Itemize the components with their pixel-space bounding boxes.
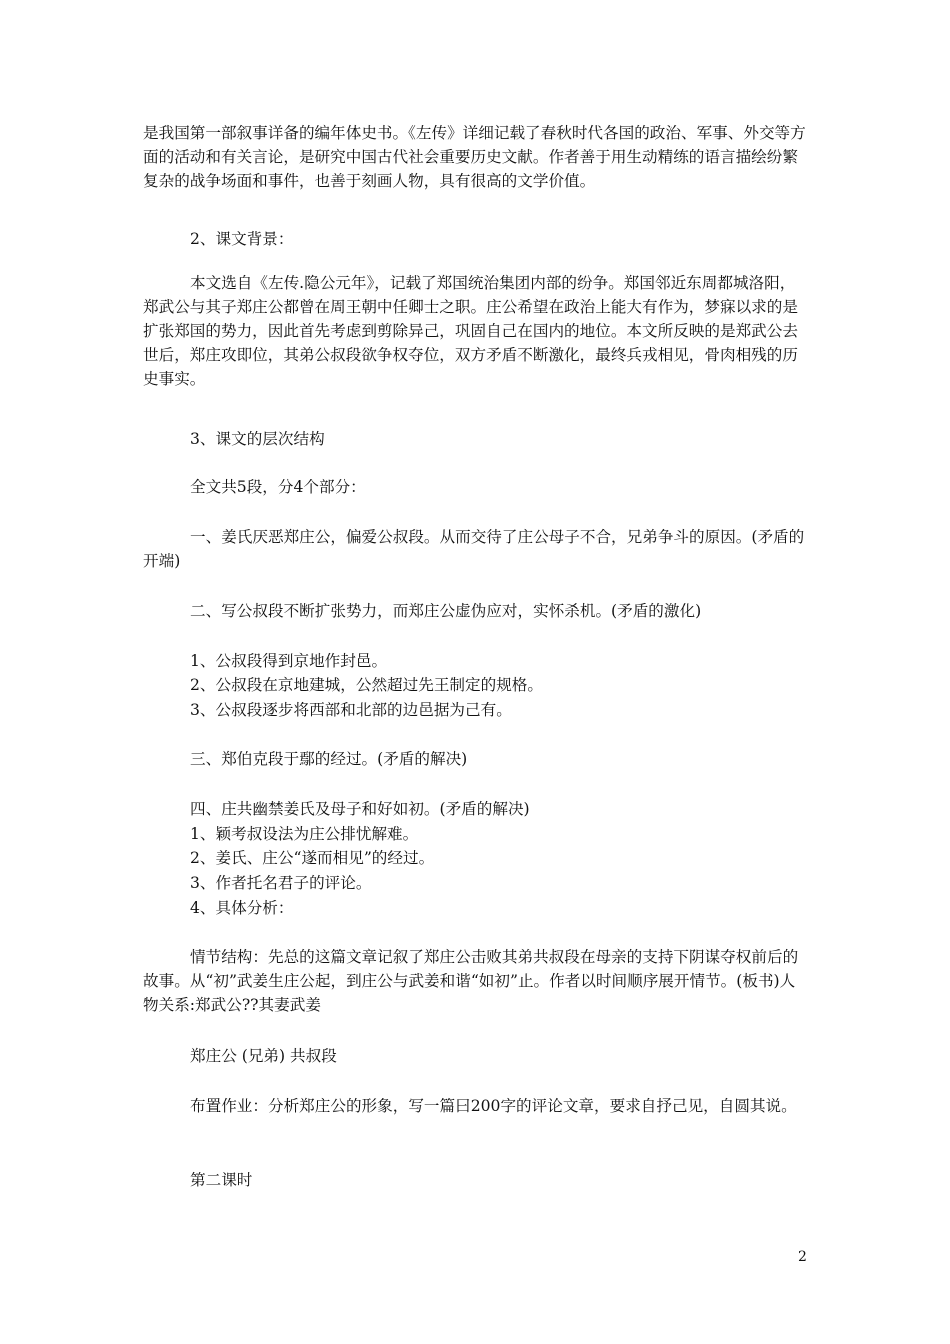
paragraph-relationship: 郑庄公 (兄弟) 共叔段 — [190, 1047, 337, 1065]
page-number: 2 — [798, 1249, 807, 1265]
paragraph-intro: 是我国第一部叙事详备的编年体史书。《左传》详细记载了春秋时代各国的政治、军事、外交等方面的活动和有关言论，是研究中国古代社会重要历史文献。作者善于用生动精练的语言描绘纷繁复杂的战争场面和事件，也善于刻画人物，具有很高的文学价值。 — [143, 124, 806, 190]
paragraph-part-four: 四、庄共幽禁姜氏及母子和好如初。(矛盾的解决) — [190, 800, 530, 818]
heading-structure: 3、课文的层次结构 — [190, 430, 325, 448]
list-item: 3、作者托名君子的评论。 — [190, 874, 372, 892]
heading-background: 2、课文背景： — [190, 230, 294, 248]
paragraph-background: 本文选自《左传.隐公元年》，记载了郑国统治集团内部的纷争。郑国邻近东周都城洛阳，郑武公与其子郑庄公都曾在周王朝中任卿士之职。庄公希望在政治上能大有作为，梦寐以求的是扩张郑国的势力，因此首先考虑到剪除异己，巩固自己在国内的地位。本文所反映的是郑武公去世后，郑庄攻即位，其弟公叔段欲争权夺位，双方矛盾不断激化，最终兵戎相见，骨肉相残的历史事实。 — [143, 274, 798, 388]
paragraph-summary: 全文共5段，分4个部分： — [190, 478, 366, 496]
list-item: 4、具体分析： — [190, 899, 294, 917]
list-item: 3、公叔段逐步将西部和北部的边邑据为己有。 — [190, 701, 512, 719]
list-item: 2、姜氏、庄公“遂而相见”的经过。 — [190, 849, 435, 867]
paragraph-plot-structure: 情节结构：先总的这篇文章记叙了郑庄公击败其弟共叔段在母亲的支持下阴谋夺权前后的故事。从“初”武姜生庄公起，到庄公与武姜和谐“如初”止。作者以时间顺序展开情节。(板书)人物关系:郑武公??其妻武姜 — [143, 948, 799, 1014]
list-item: 2、公叔段在京地建城，公然超过先王制定的规格。 — [190, 676, 543, 694]
list-item: 1、颖考叔设法为庄公排忧解难。 — [190, 825, 419, 843]
paragraph-homework: 布置作业：分析郑庄公的形象，写一篇曰200字的评论文章，要求自抒己见，自圆其说。 — [190, 1097, 797, 1115]
paragraph-part-three: 三、郑伯克段于鄢的经过。(矛盾的解决) — [190, 750, 468, 768]
paragraph-part-one: 一、姜氏厌恶郑庄公，偏爱公叔段。从而交待了庄公母子不合，兄弟争斗的原因。(矛盾的开端) — [143, 528, 805, 570]
heading-second-lesson: 第二课时 — [190, 1171, 253, 1189]
paragraph-part-two: 二、写公叔段不断扩张势力，而郑庄公虚伪应对，实怀杀机。(矛盾的激化) — [190, 602, 702, 620]
list-item: 1、公叔段得到京地作封邑。 — [190, 652, 388, 670]
